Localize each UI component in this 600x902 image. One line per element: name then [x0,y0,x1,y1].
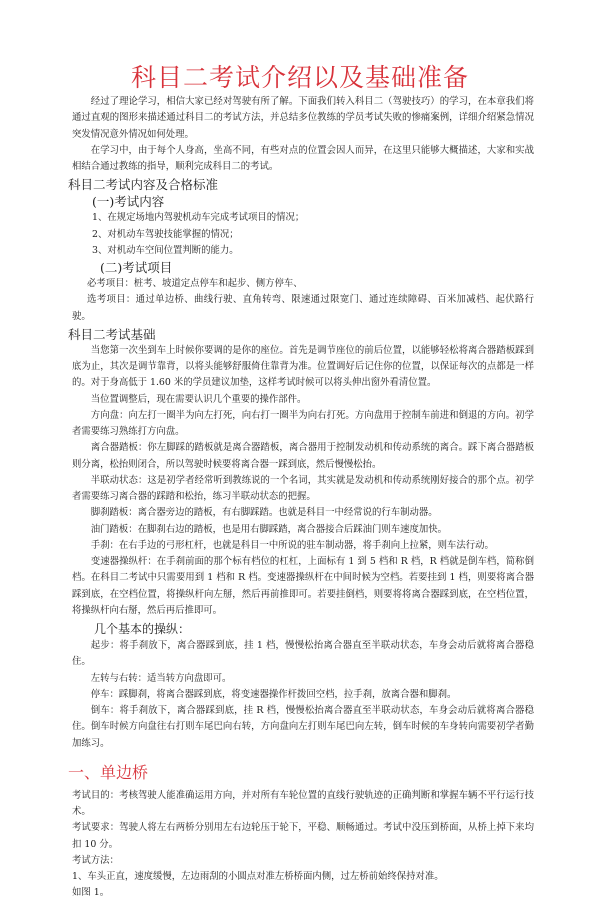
exam-method-step: 1、车头正直，速度缓慢，左边雨刮的小圆点对准左桥桥面内侧，过左桥前始终保持对准。 [72,871,444,882]
paragraph: 离合器踏板：你左脚踩的踏板就是离合器踏板，离合器用于控制发动机和传动系统的离合。踩下离合器踏板则分离，松抬则闭合，所以驾驶时候要将离合器一踩到底，然后慢慢松抬。 [72,442,534,470]
paragraph: 油门踏板：在脚刹右边的踏板，也是用右脚踩踏，离合器接合后踩油门则车速度加快。 [90,523,448,535]
paragraph: 脚刹踏板：离合器旁边的踏板，有右脚踩踏。也就是科目一中经常说的行车制动器。 [90,507,438,519]
operation-item: 停车：踩脚刹，将离合器踩到底，将变速器操作杆拨回空档，拉手刹，放离合器和脚刹。 [90,688,457,700]
exam-purpose: 考试目的：考核驾驶人能准确运用方向，并对所有车轮位置的直线行驶轨迹的正确判断和掌握车辆不平行运行技术。 [72,789,534,817]
subheading-exam-items: (二)考试项目 [100,260,173,275]
document-title: 科目二考试介绍以及基础准备 [130,63,469,92]
list-item: 3、对机动车空间位置判断的能力。 [92,244,239,256]
intro-paragraph: 经过了理论学习，相信大家已经对驾驶有所了解。下面我们转入科目二（驾驶技巧）的学习，在本章我们将通过直观的图形来描述通过科目二的考试方法，并总结多位教练的学员考试失败的惨痛案例，详细介绍紧急情况突发情况意外情况如何处理。 [72,96,534,140]
list-item: 1、在规定场地内驾驶机动车完成考试项目的情况； [92,212,305,224]
subheading-basic-operations: 几个基本的操纵： [94,622,191,636]
figure-reference: 如图 1。 [72,887,110,899]
subheading-exam-content: (一)考试内容 [92,194,165,210]
section-heading-single-bridge: 一、单边桥 [68,762,149,782]
paragraph: 手刹：在右手边的弓形杠杆，也就是科目一中所说的驻车制动器，将手刹向上拉紧，则车法行动。 [90,539,494,551]
exam-requirement: 考试要求：驾驶人将左右两桥分别用左右边轮压于轮下，平稳、顺畅通过。考试中没压到桥面，从桥上掉下来均扣 10 分。 [72,822,534,850]
document-body [68,94,534,902]
operation-item: 左转与右转：适当转方向盘即可。 [90,672,232,684]
exam-method-label: 考试方法： [72,854,119,866]
required-items: 必考项目：桩考、坡道定点停车和起步、侧方停车、 [87,278,303,289]
section-heading-basics: 科目二考试基础 [68,326,156,342]
paragraph: 当位置调整后，现在需要认识几个重要的操作部件。 [90,393,307,405]
intro-paragraph: 在学习中，由于每个人身高，坐高不同，有些对点的位置会因人而异，在这里只能够大概描述，大家和实战相结合通过教练的指导，顺利完成科目二的考试。 [72,144,534,172]
list-item: 2、对机动车驾驶技能掌握的情况； [92,228,239,240]
paragraph: 半联动状态：这是初学者经常听到教练说的一个名词，其实就是发动机和传动系统刚好接合的那个点。初学者需要练习离合器的踩踏和松抬，练习半联动状态的把握。 [72,474,534,502]
optional-items: 选考项目：通过单边桥、曲线行驶、直角转弯、限速通过限宽门、通过连续障碍、百米加减档、起伏路行驶。 [72,294,534,322]
paragraph: 变速器操纵杆：在手刹前面的那个标有档位的杠杠，上面标有 1 到 5 档和 R 档，R 档就是倒车档，简称倒档。在科目二考试中只需要用到 1 档和 R 档。变速器操纵杆在中间时候为空档。若要挂到 1 档，则要将离合器踩到底，在空档位置，将操纵杆向左掰，然后再前推即可。若要挂倒档，则要将将离合器踩到底，在空档位置，将操纵杆向右掰，然后再后推即可。 [72,556,534,616]
operation-item: 起步：将手刹放下，离合器踩到底，挂 1 档，慢慢松抬离合器直至半联动状态，车身会动后就将离合器稳住。 [72,640,534,668]
paragraph: 方向盘：向左打一圈半为向左打死，向右打一圈半为向右打死。方向盘用于控制车前进和倒退的方向。初学者需要练习熟练打方向盘。 [72,409,534,437]
operation-item: 倒车：将手刹放下，离合器踩到底，挂 R 档，慢慢松抬离合器直至半联动状态，车身会动后就将离合器稳住。倒车时候方向盘往右打则车尾巴向右转，方向盘向左打则车尾巴向左转，倒车时候的车身转向需要初学者勤加练习。 [72,705,534,749]
section-heading-exam-content: 科目二考试内容及合格标准 [68,177,219,193]
paragraph: 当您第一次坐到车上时候你要调的是你的座位。首先是调节座位的前后位置，以能够轻松将离合器踏板踩到底为止，其次是调节靠背，以将头能够舒服倚住靠背为准。位置调好后记住你的位置，以保证每次的点都是一样的。对于身高低于 1.60 米的学员建议加垫，这样考试时候可以将头伸出窗外看清位置。 [72,344,534,389]
